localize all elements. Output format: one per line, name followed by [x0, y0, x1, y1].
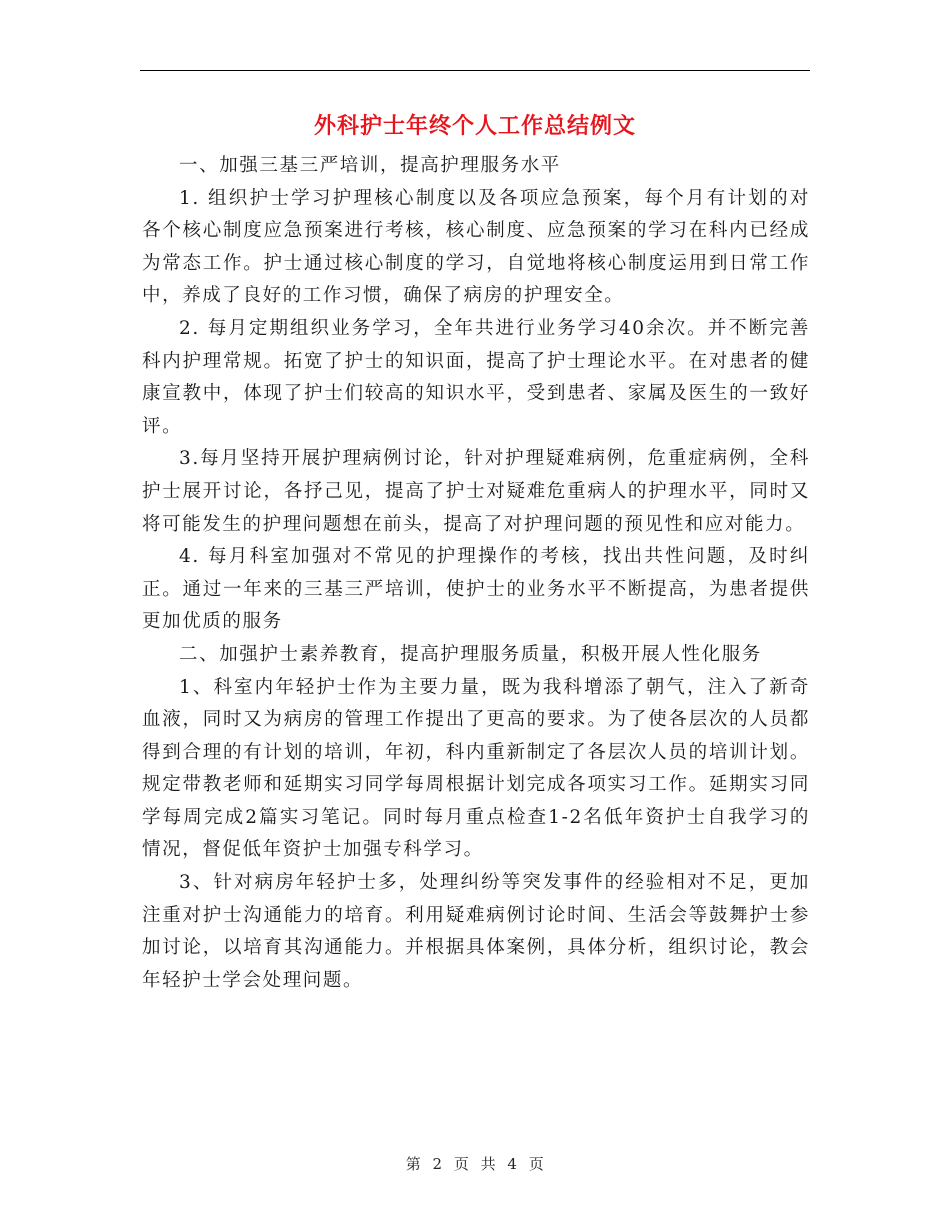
section-heading-1: 一、加强三基三严培训，提高护理服务水平: [179, 155, 561, 176]
paragraph: 3.每月坚持开展护理病例讨论，针对护理疑难病例，危重症病例，全科护士展开讨论，各抒己见，提高了护士对疑难危重病人的护理水平，同时又将可能发生的护理问题想在前头，提高了对护理问题的预见性和应对能力。: [142, 448, 810, 535]
document-title: 外科护士年终个人工作总结例文: [313, 113, 636, 139]
paragraph: 3、针对病房年轻护士多，处理纠纷等突发事件的经验相对不足，更加注重对护士沟通能力的培育。利用疑难病例讨论时间、生活会等鼓舞护士参加讨论，以培育其沟通能力。并根据具体案例，具体分析，组织讨论，教会年轻护士学会处理问题。: [142, 872, 810, 991]
page-number: 第 2 页 共 4 页: [405, 1155, 545, 1173]
paragraph: 1、科室内年轻护士作为主要力量，既为我科增添了朝气，注入了新奇血液，同时又为病房的管理工作提出了更高的要求。为了使各层次的人员都得到合理的有计划的培训，年初，科内重新制定了各层次人员的培训计划。规定带教老师和延期实习同学每周根据计划完成各项实习工作。延期实习同学每周完成2篇实习笔记。同时每月重点检查1-2名低年资护士自我学习的情况，督促低年资护士加强专科学习。: [142, 676, 810, 861]
paragraph: 4. 每月科室加强对不常见的护理操作的考核，找出共性问题，及时纠正。通过一年来的三基三严培训，使护士的业务水平不断提高，为患者提供更加优质的服务: [142, 546, 810, 633]
paragraph: 1. 组织护士学习护理核心制度以及各项应急预案，每个月有计划的对各个核心制度应急预案进行考核，核心制度、应急预案的学习在科内已经成为常态工作。护士通过核心制度的学习，自觉地将核心制度运用到日常工作中，养成了良好的工作习惯，确保了病房的护理安全。: [142, 187, 810, 307]
header-rule: [140, 70, 810, 71]
paragraph: 2. 每月定期组织业务学习，全年共进行业务学习40余次。并不断完善科内护理常规。拓宽了护士的知识面，提高了护士理论水平。在对患者的健康宣教中，体现了护士们较高的知识水平，受到患者、家属及医生的一致好评。: [142, 317, 810, 437]
section-heading-2: 二、加强护士素养教育，提高护理服务质量，积极开展人性化服务: [179, 643, 762, 665]
document-body: [142, 150, 810, 997]
